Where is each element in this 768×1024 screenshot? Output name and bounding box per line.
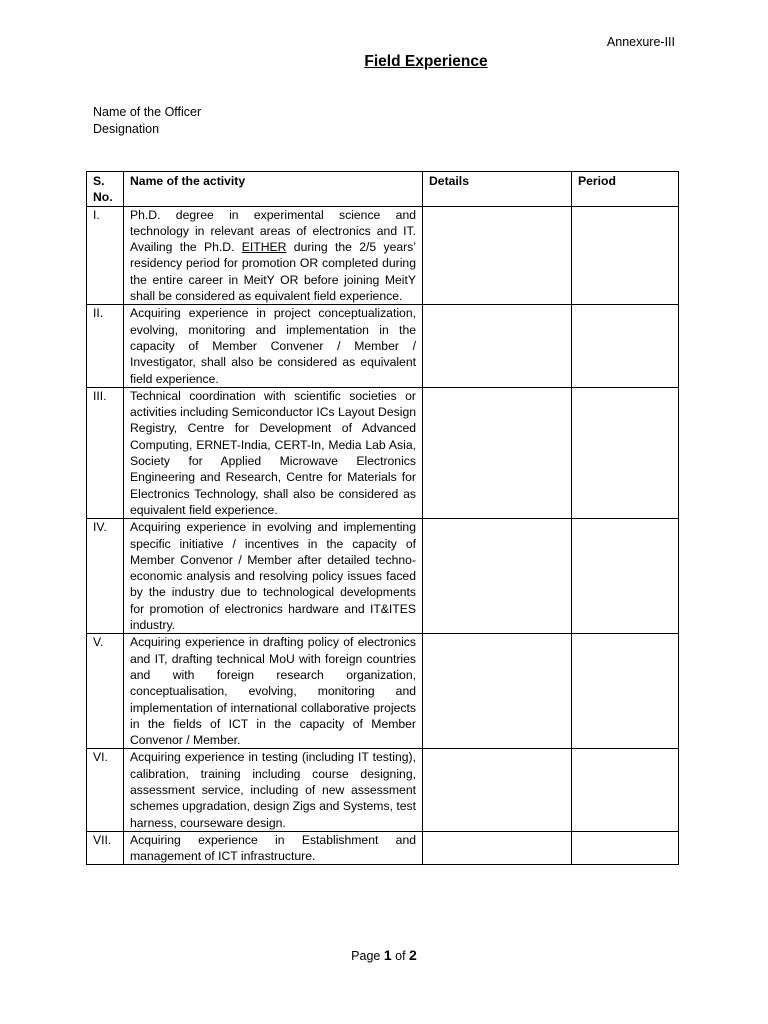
table-row [87, 387, 679, 518]
row-activity: Acquiring experience in evolving and implementing specific initiative / incentives in the capacity of Member Convenor / Member after detailed techno-economic analysis and resolving policy issues faced by the industry due to technological developments for promotion of electronics hardware and IT&ITES industry. [124, 519, 423, 634]
row-details-cell[interactable] [423, 519, 572, 634]
total-pages-number: 2 [409, 947, 417, 963]
row-activity: Technical coordination with scientific societies or activities including Semiconductor ICs Layout Design Registry, Centre for Development of Advanced Computing, ERNET-India, CERT-In, Media Lab Asia, Society for Applied Microwave Electronics Engineering and Research, Centre for Materials for Electronics Technology, shall also be considered as equivalent field experience. [124, 387, 423, 518]
row-activity: Acquiring experience in Establishment and management of ICT infrastructure. [124, 831, 423, 865]
table-row [87, 206, 679, 305]
row-period-cell[interactable] [572, 634, 679, 749]
row-period-cell[interactable] [572, 519, 679, 634]
row-details-cell[interactable] [423, 749, 572, 831]
table-row [87, 634, 679, 749]
row-sno: III. [87, 387, 124, 518]
row-activity: Ph.D. degree in experimental science and technology in relevant areas of electronics and IT. Availing the Ph.D. EITHER during the 2/5 years’ residency period for promotion OR completed during the entire career in MeitY OR before joining MeitY shall be considered as equivalent field experience. [124, 206, 423, 305]
row-activity: Acquiring experience in project conceptualization, evolving, monitoring and implementation in the capacity of Member Convener / Member / Investigator, shall also be considered as equivalent field experience. [124, 305, 423, 387]
current-page-number: 1 [383, 947, 392, 963]
table-header-row [87, 172, 679, 207]
row-period-cell[interactable] [572, 831, 679, 865]
table-row [87, 831, 679, 865]
table-row [87, 305, 679, 387]
table-row [87, 519, 679, 634]
header-details: Details [423, 172, 572, 207]
row-details-cell[interactable] [423, 387, 572, 518]
row-sno: I. [87, 206, 124, 305]
row-details-cell[interactable] [423, 634, 572, 749]
row-sno: VII. [87, 831, 124, 865]
header-activity: Name of the activity [124, 172, 423, 207]
table-row [87, 749, 679, 831]
row-details-cell[interactable] [423, 206, 572, 305]
row-period-cell[interactable] [572, 305, 679, 387]
page-title: Field Experience [364, 53, 488, 70]
row-activity: Acquiring experience in drafting policy of electronics and IT, drafting technical MoU with foreign countries and with foreign research organization, conceptualisation, evolving, monitoring and implementation of international collaborative projects in the fields of ICT in the capacity of Member Convenor / Member. [124, 634, 423, 749]
field-experience-table [86, 171, 679, 865]
of-word: of [395, 949, 406, 963]
row-sno: VI. [87, 749, 124, 831]
row-details-cell[interactable] [423, 305, 572, 387]
row-period-cell[interactable] [572, 206, 679, 305]
row-sno: V. [87, 634, 124, 749]
page-footer [0, 947, 768, 963]
header-sno: S. No. [87, 172, 124, 207]
designation-label: Designation [93, 122, 160, 136]
header-period: Period [572, 172, 679, 207]
row-period-cell[interactable] [572, 749, 679, 831]
row-period-cell[interactable] [572, 387, 679, 518]
row-sno: IV. [87, 519, 124, 634]
officer-name-label: Name of the Officer [93, 105, 202, 119]
row-activity: Acquiring experience in testing (including IT testing), calibration, training including course designing, assessment service, including of new assessment schemes upgradation, design Zigs and Systems, test harness, courseware design. [124, 749, 423, 831]
emphasis-text: EITHER [241, 240, 287, 255]
row-details-cell[interactable] [423, 831, 572, 865]
annexure-label: Annexure-III [606, 35, 675, 49]
page-word: Page [351, 949, 381, 963]
row-sno: II. [87, 305, 124, 387]
